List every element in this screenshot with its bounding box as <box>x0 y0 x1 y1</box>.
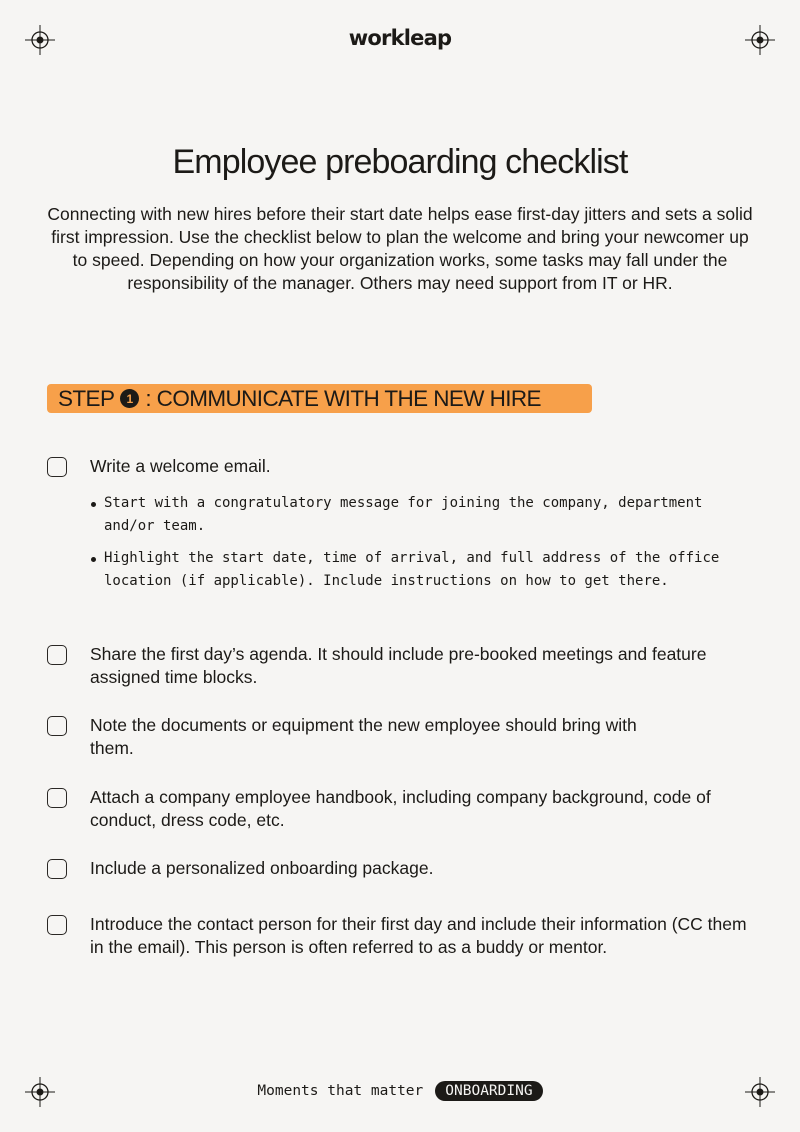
footer-text: Moments that matter <box>257 1083 424 1099</box>
checklist-item-text: Write a welcome email. <box>90 456 271 476</box>
checklist-item-text: Share the first day’s agenda. It should include pre-booked meetings and feature assigned time blocks. <box>90 644 707 687</box>
bullet-list <box>87 492 727 602</box>
checklist-item-text: Introduce the contact person for their first day and include their information (CC them in the email). This person is often referred to as a buddy or mentor. <box>90 914 747 957</box>
step-label: : COMMUNICATE WITH THE NEW HIRE <box>145 385 541 411</box>
page-title: Employee preboarding checklist <box>172 143 628 181</box>
footer <box>0 1081 800 1101</box>
step-banner <box>47 384 592 413</box>
step-number-badge: 1 <box>120 389 139 408</box>
checkbox-icon[interactable] <box>47 788 67 808</box>
checkbox-icon[interactable] <box>47 915 67 935</box>
checklist-item-text: Include a personalized onboarding package. <box>90 858 434 878</box>
step-prefix: STEP <box>58 385 115 411</box>
checkbox-icon[interactable] <box>47 457 67 477</box>
checkbox-icon[interactable] <box>47 859 67 879</box>
checklist-item-text: Note the documents or equipment the new employee should bring with them. <box>90 715 637 758</box>
bullet-item: Highlight the start date, time of arrival, and full address of the office location (if applicable). Include instructions on how to get there. <box>87 547 727 593</box>
checkbox-icon[interactable] <box>47 716 67 736</box>
workleap-logo: workleap <box>348 26 452 50</box>
checklist-item-text: Attach a company employee handbook, including company background, code of conduct, dress code, etc. <box>90 787 711 830</box>
intro-paragraph: Connecting with new hires before their start date helps ease first-day jitters and sets a solid first impression. Use the checklist below to plan the welcome and bring your newcomer up to speed. Depending on how your organization works, some tasks may fall under the responsibility of the manager. Others may need support from IT or HR. <box>47 204 753 293</box>
bullet-item: Start with a congratulatory message for joining the company, department and/or team. <box>87 492 727 538</box>
footer-tag-badge: ONBOARDING <box>435 1081 542 1101</box>
checkbox-icon[interactable] <box>47 645 67 665</box>
